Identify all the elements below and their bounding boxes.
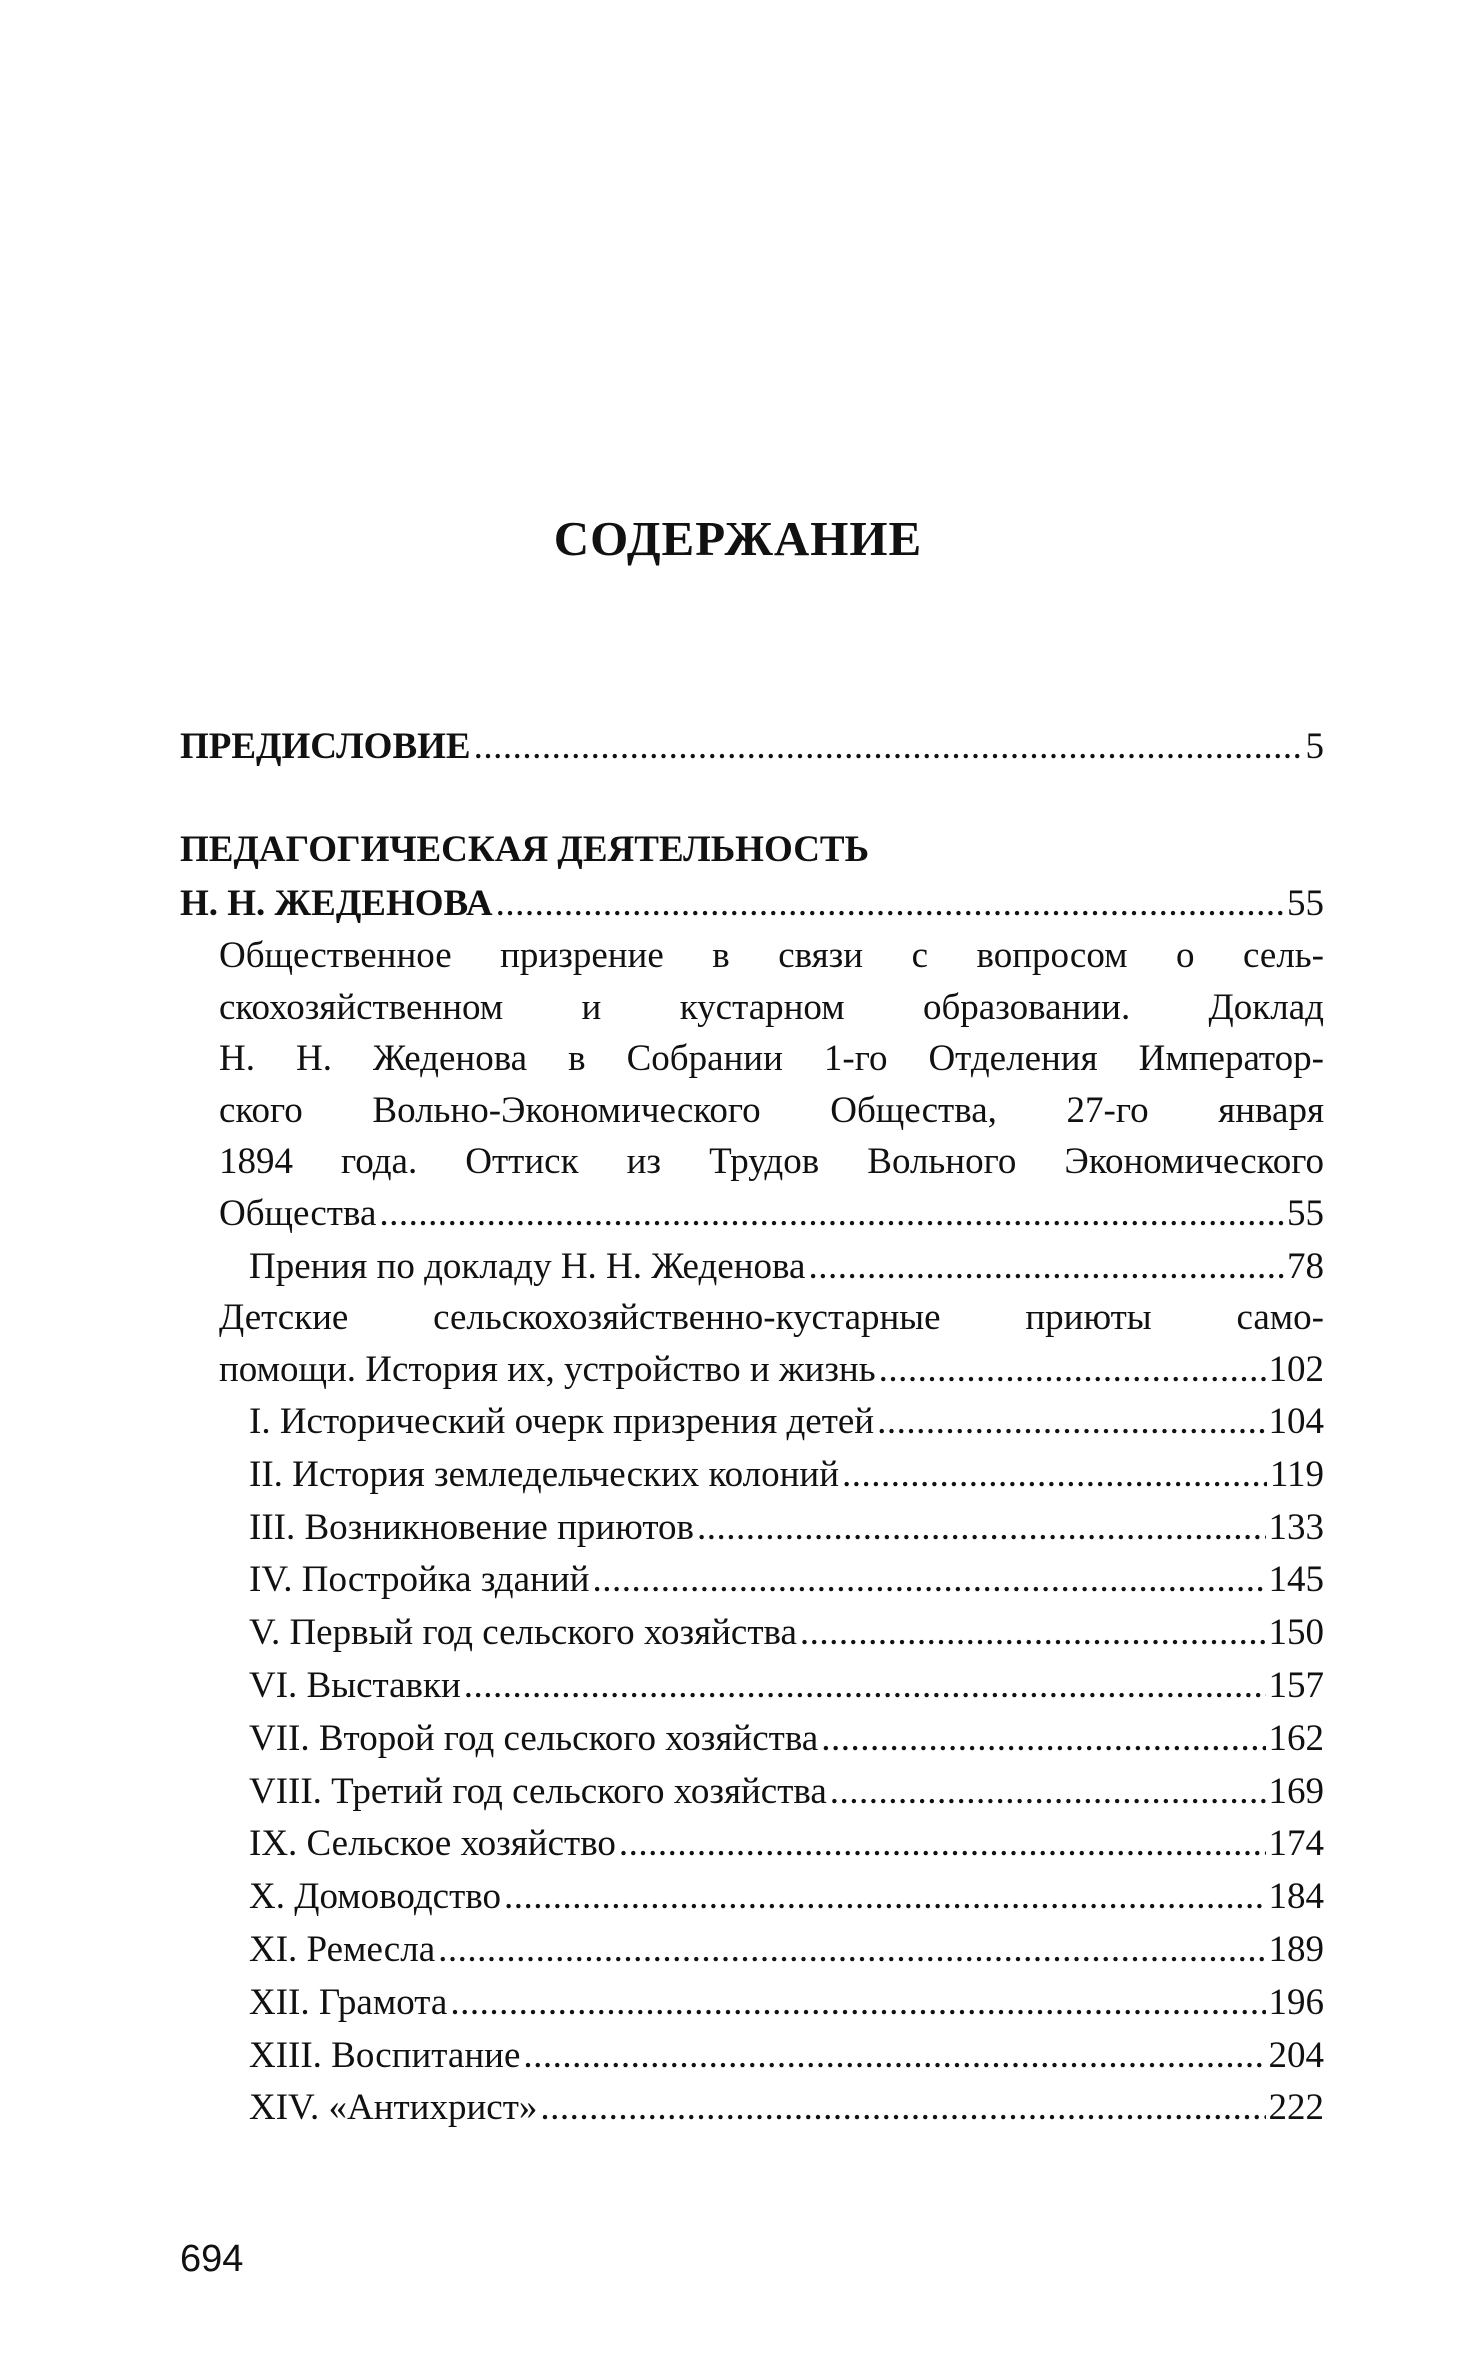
dot-leader: [438, 1928, 1265, 1972]
dot-leader: [496, 882, 1284, 926]
report-word: Вольного: [867, 1141, 1017, 1183]
dot-leader: [504, 1875, 1266, 1919]
report-word: Трудов: [709, 1141, 820, 1183]
shelters-word: само-: [1236, 1297, 1324, 1338]
report-word: Отделения: [928, 1038, 1098, 1080]
report-word: в: [712, 935, 730, 976]
dot-leader: [474, 725, 1303, 769]
dot-leader: [619, 1822, 1266, 1866]
dot-leader: [821, 1717, 1265, 1761]
report-word: Общества,: [830, 1089, 997, 1131]
toc-entry-page: 157: [1268, 1665, 1324, 1706]
toc-entry-page: 145: [1268, 1559, 1324, 1601]
report-line: [219, 934, 1324, 978]
report-line: [219, 1089, 1324, 1133]
dot-leader: [540, 2086, 1265, 2130]
report-word: образовании.: [922, 986, 1131, 1028]
toc-entry-label: I. Исторический очерк призрения детей: [249, 1401, 875, 1442]
dot-leader: [808, 1245, 1284, 1289]
toc-entry-page: 204: [1268, 2034, 1324, 2076]
toc-entry-page: 55: [1287, 1193, 1324, 1234]
report-word: и: [581, 986, 602, 1028]
toc-entry-label: III. Возникновение приютов: [249, 1506, 694, 1548]
toc-entry-page: 174: [1268, 1823, 1324, 1865]
toc-entry-label: IV. Постройка зданий: [249, 1559, 590, 1601]
toc-entry-report-last: [219, 1192, 1324, 1236]
dot-leader: [830, 1770, 1266, 1814]
toc-entry-label: VII. Второй год сельского хозяйства: [249, 1717, 819, 1759]
report-word: Общественное: [219, 935, 452, 976]
report-line: [219, 1140, 1324, 1184]
dot-leader: [800, 1611, 1266, 1655]
toc-entry-chapter: [249, 1506, 1324, 1550]
report-word: января: [1218, 1089, 1324, 1131]
report-word: Вольно-Экономического: [372, 1089, 761, 1131]
toc-entry-label: Прения по докладу Н. Н. Жеденова: [249, 1246, 806, 1287]
toc-entry-label: II. История земледельческих колоний: [249, 1453, 840, 1495]
report-word: ского: [219, 1089, 303, 1131]
report-line: [219, 1037, 1324, 1081]
toc-entry-chapter: [249, 2034, 1324, 2078]
toc-entry-page: 119: [1269, 1453, 1324, 1495]
shelters-word: сельскохозяйственно-кустарные: [433, 1297, 941, 1338]
toc-entry-chapter: [249, 1928, 1324, 1972]
toc-entry-label: XIV. «Антихрист»: [249, 2087, 538, 2129]
toc-entry-label: XIII. Воспитание: [249, 2034, 521, 2076]
report-line: [219, 986, 1324, 1030]
report-word: Собрании: [626, 1038, 783, 1080]
page-title: СОДЕРЖАНИЕ: [553, 511, 923, 566]
report-word: Император-: [1138, 1038, 1324, 1080]
toc-entry-page: 5: [1305, 726, 1324, 767]
toc-entry-label: IX. Сельское хозяйство: [249, 1823, 616, 1865]
toc-entry-label: Н. Н. ЖЕДЕНОВА: [180, 883, 493, 924]
report-word: Доклад: [1208, 986, 1324, 1028]
report-word: 1894: [219, 1141, 293, 1183]
toc-entry-chapter: [249, 1400, 1324, 1444]
toc-entry-page: 104: [1268, 1401, 1324, 1442]
dot-leader: [877, 1400, 1265, 1444]
toc-entry-label: X. Домоводство: [249, 1876, 501, 1918]
toc-entry-label: VI. Выставки: [249, 1665, 461, 1706]
toc-entry-page: 150: [1268, 1612, 1324, 1654]
dot-leader: [842, 1453, 1267, 1497]
toc-entry-label: ПРЕДИСЛОВИЕ: [180, 726, 471, 767]
dot-leader: [879, 1348, 1266, 1392]
toc-entry-chapter: [249, 2086, 1324, 2130]
report-word: Н.: [219, 1038, 255, 1080]
toc-entry-shelters-line1: [219, 1296, 1324, 1340]
toc-entry-chapter: [249, 1664, 1324, 1708]
report-word: Экономического: [1064, 1141, 1324, 1183]
toc-entry-page: 189: [1268, 1929, 1324, 1970]
toc-entry-page: 133: [1268, 1506, 1324, 1548]
toc-entry-section: [180, 882, 1324, 926]
report-word: 27-го: [1066, 1089, 1149, 1131]
toc-entry-chapter: [249, 1558, 1324, 1602]
report-word: скохозяйственном: [219, 986, 504, 1028]
dot-leader: [592, 1558, 1265, 1602]
shelters-word: Детские: [219, 1297, 349, 1338]
report-word: в: [568, 1038, 586, 1080]
toc-entry-chapter: [249, 1611, 1324, 1655]
toc-entry-chapter: [249, 1717, 1324, 1761]
dot-leader: [697, 1506, 1266, 1550]
toc-entry-chapter: [249, 1981, 1324, 2025]
toc-entry-chapter: [249, 1875, 1324, 1919]
report-word: с: [911, 935, 928, 976]
toc-entry-page: 169: [1268, 1770, 1324, 1812]
toc-entry-page: 78: [1287, 1246, 1324, 1287]
toc-entry-chapter: [249, 1822, 1324, 1866]
report-word: из: [626, 1141, 662, 1183]
shelters-word: приюты: [1025, 1297, 1152, 1338]
toc-entry-page: 222: [1268, 2087, 1324, 2129]
page-number: 694: [180, 2238, 244, 2280]
toc-entry-page: 196: [1268, 1981, 1324, 2023]
dot-leader: [464, 1664, 1266, 1708]
toc-entry-label: XII. Грамота: [249, 1981, 448, 2023]
toc-entry-label: помощи. История их, устройство и жизнь: [219, 1349, 876, 1390]
toc-entry-chapter: [249, 1770, 1324, 1814]
report-word: призрение: [500, 935, 664, 976]
report-word: сель-: [1243, 935, 1324, 976]
toc-entry-label: VIII. Третий год сельского хозяйства: [249, 1770, 827, 1812]
toc-entry-label: V. Первый год сельского хозяйства: [249, 1612, 797, 1654]
section-heading-line1: ПЕДАГОГИЧЕСКАЯ ДЕЯТЕЛЬНОСТЬ: [180, 829, 870, 870]
report-word: кустарном: [679, 986, 845, 1028]
toc-entry-page: 184: [1268, 1876, 1324, 1918]
toc-entry-chapter: [249, 1453, 1324, 1497]
toc-entry-debate: [249, 1245, 1324, 1289]
toc-entry-page: 102: [1268, 1349, 1324, 1390]
report-word: Оттиск: [465, 1141, 579, 1183]
dot-leader: [379, 1192, 1284, 1236]
toc-entry-page: 162: [1268, 1717, 1324, 1759]
toc-entry-label: Общества: [219, 1193, 377, 1234]
report-word: о: [1176, 935, 1195, 976]
dot-leader: [523, 2034, 1265, 2078]
report-word: связи: [778, 935, 864, 976]
toc-entry-preface: [180, 725, 1324, 769]
report-word: года.: [341, 1141, 418, 1183]
report-word: вопросом: [976, 935, 1128, 976]
dot-leader: [450, 1981, 1265, 2025]
report-word: Н.: [295, 1038, 332, 1080]
toc-entry-page: 55: [1287, 883, 1324, 924]
toc-entry-shelters: [219, 1348, 1324, 1392]
report-word: Жеденова: [372, 1038, 528, 1080]
toc-entry-label: XI. Ремесла: [249, 1929, 436, 1970]
report-word: 1-го: [823, 1038, 888, 1080]
